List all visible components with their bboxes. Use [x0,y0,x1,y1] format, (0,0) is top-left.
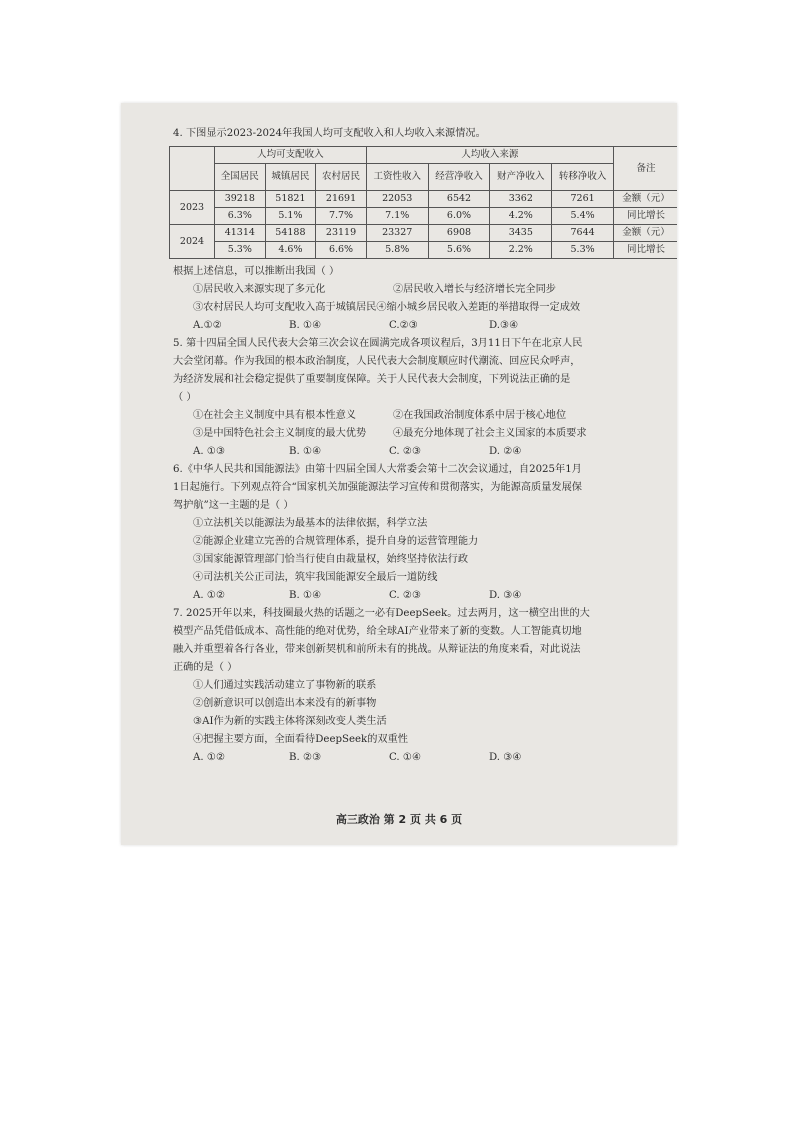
statement: ②创新意识可以创造出本来没有的新事物 [193,698,377,709]
q7-line: 7. 2025开年以来，科技圈最火热的话题之一必有DeepSeek。过去两月，这一横空出世的大 [173,608,590,619]
table-cell: 23327 [366,225,428,242]
statement: ④把握主要方面，全面看待DeepSeek的双重性 [193,734,408,745]
q4-statement-row [173,299,668,317]
q6-line: 驾护航”这一主题的是（ ） [173,500,294,511]
q5-statement-row [173,425,668,443]
statement: ④缩小城乡居民收入差距的举措取得一定成效 [376,302,581,313]
col-header: 经营净收入 [428,164,490,191]
q4-stem: 根据上述信息，可以推断出我国（ ） [173,266,340,277]
note-header: 备注 [614,147,678,191]
statement: ①立法机关以能源法为最基本的法律依据，科学立法 [193,518,428,529]
q6-line: 1日起施行。下列观点符合“国家机关加强能源法学习宣传和贯彻落实，为能源高质量发展保 [173,482,582,493]
col-header: 财产净收入 [490,164,552,191]
table-cell: 21691 [316,191,367,208]
option-d: D. ②④ [489,446,522,457]
table-row [170,191,678,208]
q7-line: 模型产品凭借低成本、高性能的绝对优势，给全球AI产业带来了新的变数。人工智能真切地 [173,626,582,637]
option-b: B. ①④ [289,320,322,331]
statement: ①人们通过实践活动建立了事物新的联系 [193,680,377,691]
q4-statement-row [173,281,668,299]
q7-options [173,749,668,767]
table-cell: 7.1% [366,208,428,225]
option-b: B. ①④ [289,590,322,601]
table-cell: 23119 [316,225,367,242]
q5-options [173,443,668,461]
option-c: C. ②③ [389,590,422,601]
table-cell: 41314 [215,225,266,242]
q4-options [173,317,668,335]
statement: ③国家能源管理部门恰当行使自由裁量权，始终坚持依法行政 [193,554,469,565]
statement: ②居民收入增长与经济增长完全同步 [393,284,556,295]
table-cell: 54188 [265,225,316,242]
table-cell: 4.2% [490,208,552,225]
statement: ③是中国特色社会主义制度的最大优势 [193,428,367,439]
q4-title: 4. 下图显示2023-2024年我国人均可支配收入和人均收入来源情况。 [173,128,486,139]
col-header: 全国居民 [215,164,266,191]
table-cell: 7261 [552,191,614,208]
note-cell: 金额（元） [614,225,678,242]
exam-content [173,125,668,767]
option-b: B. ②③ [289,752,322,763]
option-a: A.①② [193,320,222,331]
table-cell: 5.1% [265,208,316,225]
table-cell: 7644 [552,225,614,242]
year-cell: 2023 [170,191,215,225]
q6-line: 6.《中华人民共和国能源法》由第十四届全国人大常委会第十二次会议通过，自2025年1月 [173,464,582,475]
q7-line: 正确的是（ ） [173,662,238,673]
table-cell: 2.2% [490,242,552,259]
option-a: A. ①③ [193,446,226,457]
option-d: D. ③④ [489,590,522,601]
q5-statement-row [173,407,668,425]
table-cell: 39218 [215,191,266,208]
q6-options [173,587,668,605]
option-c: C. ①④ [389,752,422,763]
option-d: D. ③④ [489,752,522,763]
table-cell: 5.6% [428,242,490,259]
table-cell: 6908 [428,225,490,242]
option-d: D.③④ [489,320,519,331]
year-header-cell [170,147,215,191]
statement: ②在我国政治制度体系中居于核心地位 [393,410,567,421]
statement: ④司法机关公正司法，筑牢我国能源安全最后一道防线 [193,572,438,583]
table-cell: 5.4% [552,208,614,225]
note-cell: 金额（元） [614,191,678,208]
table-cell: 22053 [366,191,428,208]
q5-line: 5. 第十四届全国人民代表大会第三次会议在圆满完成各项议程后，3月11日下午在北京人民 [173,338,583,349]
col-header: 转移净收入 [552,164,614,191]
table-row [170,242,678,259]
table-row [170,225,678,242]
table-cell: 51821 [265,191,316,208]
table-cell: 6542 [428,191,490,208]
table-cell: 7.7% [316,208,367,225]
q5-line: 大会堂闭幕。作为我国的根本政治制度，人民代表大会制度顺应时代潮流、回应民众呼声， [173,356,581,367]
option-c: C.②③ [389,320,418,331]
table-cell: 5.3% [215,242,266,259]
table-cell: 4.6% [265,242,316,259]
disposable-income-header: 人均可支配收入 [215,147,367,164]
col-header: 农村居民 [316,164,367,191]
option-c: C. ②③ [389,446,422,457]
income-table [169,146,677,259]
col-header: 城镇居民 [265,164,316,191]
col-header: 工资性收入 [366,164,428,191]
statement: ②能源企业建立完善的合规管理体系，提升自身的运营管理能力 [193,536,479,547]
table-row [170,208,678,225]
statement: ④最充分地体现了社会主义国家的本质要求 [393,428,587,439]
statement: ③AI作为新的实践主体将深刻改变人类生活 [193,716,387,727]
statement: ①在社会主义制度中具有根本性意义 [193,410,356,421]
note-cell: 同比增长 [614,242,678,259]
option-a: A. ①② [193,752,226,763]
year-cell: 2024 [170,225,215,259]
exam-page [121,103,677,845]
option-b: B. ①④ [289,446,322,457]
income-source-header: 人均收入来源 [366,147,613,164]
statement: ①居民收入来源实现了多元化 [193,284,326,295]
page-footer: 高三政治 第 2 页 共 6 页 [335,813,463,826]
option-a: A. ①② [193,590,226,601]
table-cell: 6.3% [215,208,266,225]
q5-line: （ ） [173,392,197,403]
table-cell: 3362 [490,191,552,208]
table-cell: 5.3% [552,242,614,259]
table-cell: 6.0% [428,208,490,225]
table-cell: 6.6% [316,242,367,259]
statement: ③农村居民人均可支配收入高于城镇居民 [193,302,377,313]
table-cell: 3435 [490,225,552,242]
q7-line: 融入并重塑着各行各业，带来创新契机和前所未有的挑战。从辩证法的角度来看，对此说法 [173,644,581,655]
table-cell: 5.8% [366,242,428,259]
note-cell: 同比增长 [614,208,678,225]
q5-line: 为经济发展和社会稳定提供了重要制度保障。关于人民代表大会制度，下列说法正确的是 [173,374,571,385]
